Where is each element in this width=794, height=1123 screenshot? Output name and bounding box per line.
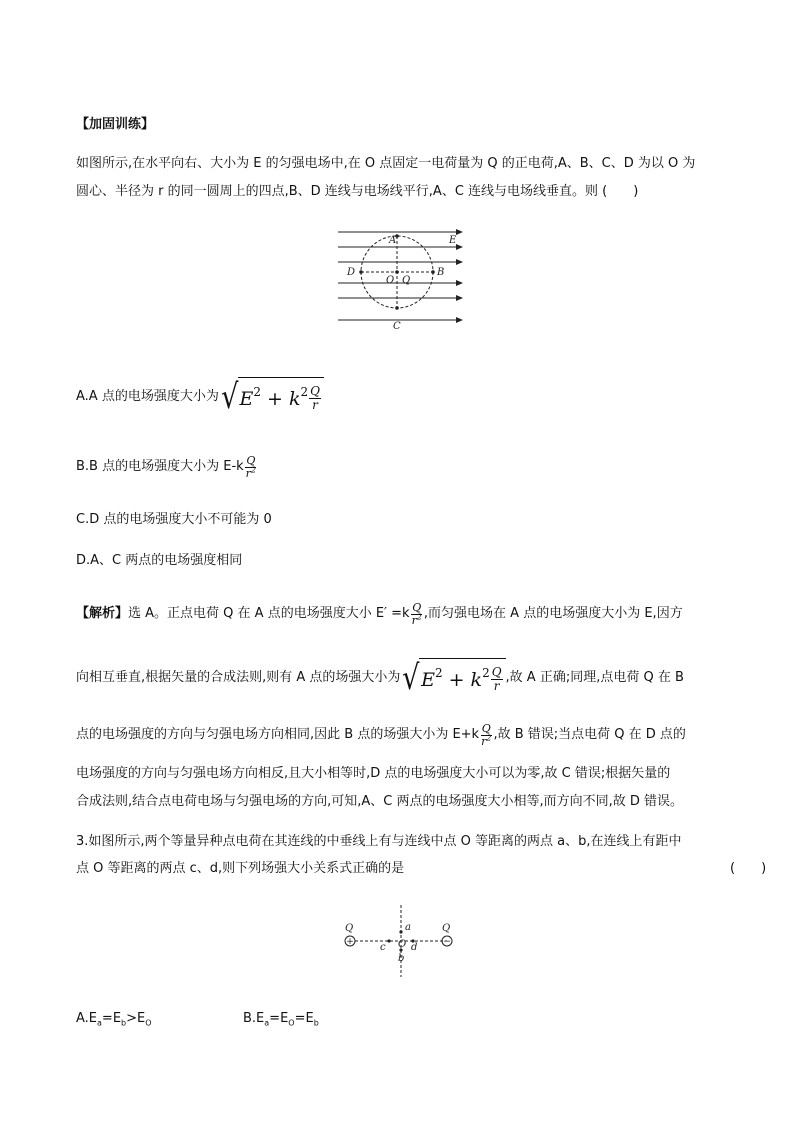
q3-text-line1: 3.如图所示,两个等量异种点电荷在其连线的中垂线上有与连线中点 O 等距离的两点 a、b,在连线上有距中: [76, 834, 682, 849]
analysis-line1: 【解析】 选 A。正点电荷 Q 在 A 点的电场强度大小 E′ =k $\frac{Q}{r^2}$ ,而匀强电场在 A 点的电场强度大小为 E,因方: [76, 600, 683, 627]
label-b: b: [398, 953, 405, 964]
sqrt-expression-analysis: √ E $^2$ + k $^2$ $\frac{Q}{r}$: [400, 658, 505, 698]
question-text-line2: 圆心、半径为 r 的同一圆周上的四点,B、D 连线与电场线平行,A、C 连线与电场线垂直。则 ( ): [76, 184, 639, 199]
label-d: d: [411, 942, 418, 953]
label-o: O: [386, 275, 395, 286]
label-o: O: [398, 939, 407, 950]
fraction-q-over-r2: $\frac{Q}{r^2}$: [411, 600, 422, 627]
q3-answer-bracket: ( ): [730, 861, 767, 876]
label-c: C: [393, 321, 401, 332]
sqrt-expression-a: √ E $^2$ + k $^2$ $\frac{Q}{r}$: [219, 377, 324, 417]
fraction-q-over-r2: $\frac{Q}{r^2}$: [245, 453, 257, 480]
point-o: [395, 270, 399, 274]
option-a-text: A.A 点的电场强度大小为: [76, 389, 219, 404]
option-b: [76, 450, 258, 484]
figure-uniform-field-circle: [330, 225, 470, 335]
analysis-line2: 向相互垂直,根据矢量的合成法则,则有 A 点的场强大小为 √ E $^2$ + k $^2$ $\frac{Q}{r}$ ,故 A 正确;同理,点电荷 Q 在 B: [76, 658, 684, 698]
point-d: [359, 270, 363, 274]
label-c: c: [380, 942, 386, 953]
section-heading: 【加固训练】: [76, 117, 155, 132]
label-d: D: [347, 267, 356, 278]
label-a: A: [389, 235, 397, 246]
label-b: B: [437, 267, 445, 278]
analysis-tag: 【解析】: [76, 606, 129, 621]
figure-dipole: [335, 900, 465, 980]
option-a: [76, 375, 324, 419]
analysis-line5: 合成法则,结合点电荷电场与匀强电场的方向,可知,A、C 两点的电场强度大小相等,而方向不同,故 D 错误。: [76, 794, 684, 809]
point-b: [431, 270, 435, 274]
question-text-line1: 如图所示,在水平向右、大小为 E 的匀强电场中,在 O 点固定一电荷量为 Q 的正电荷,A、B、C、D 为以 O 为: [76, 156, 696, 171]
q3-option-b: $B.E_a=E_O=E_b$: [243, 1011, 319, 1028]
option-d: D.A、C 两点的电场强度相同: [76, 553, 243, 568]
label-q-right: Q: [442, 923, 451, 934]
option-c: C.D 点的电场强度大小不可能为 0: [76, 512, 272, 527]
minus-sign: −: [443, 937, 451, 947]
label-e: E: [449, 235, 457, 246]
plus-sign: +: [346, 937, 354, 947]
point-c: [395, 306, 399, 310]
point-a: [399, 930, 402, 933]
point-c: [387, 939, 390, 942]
label-q: Q: [402, 275, 411, 286]
option-b-text: B.B 点的电场强度大小为 E-k: [76, 459, 244, 474]
q3-text-line2: 点 O 等距离的两点 c、d,则下列场强大小关系式正确的是: [76, 861, 405, 876]
q3-option-a: $A.E_a=E_b>E_O$: [76, 1011, 152, 1028]
fraction-q-over-r2: $\frac{Q}{r^2}$: [481, 721, 492, 748]
analysis-line3: 点的电场强度的方向与匀强电场方向相同,因此 B 点的场强大小为 E+k $\frac{Q}{r^2}$ ,故 B 错误;当点电荷 Q 在 D 点的: [76, 721, 686, 748]
analysis-line4: 电场强度的方向与匀强电场方向相反,且大小相等时,D 点的电场强度大小可以为零,故 C 错误;根据矢量的: [76, 766, 671, 781]
label-a: a: [405, 922, 411, 933]
label-q-left: Q: [345, 923, 354, 934]
